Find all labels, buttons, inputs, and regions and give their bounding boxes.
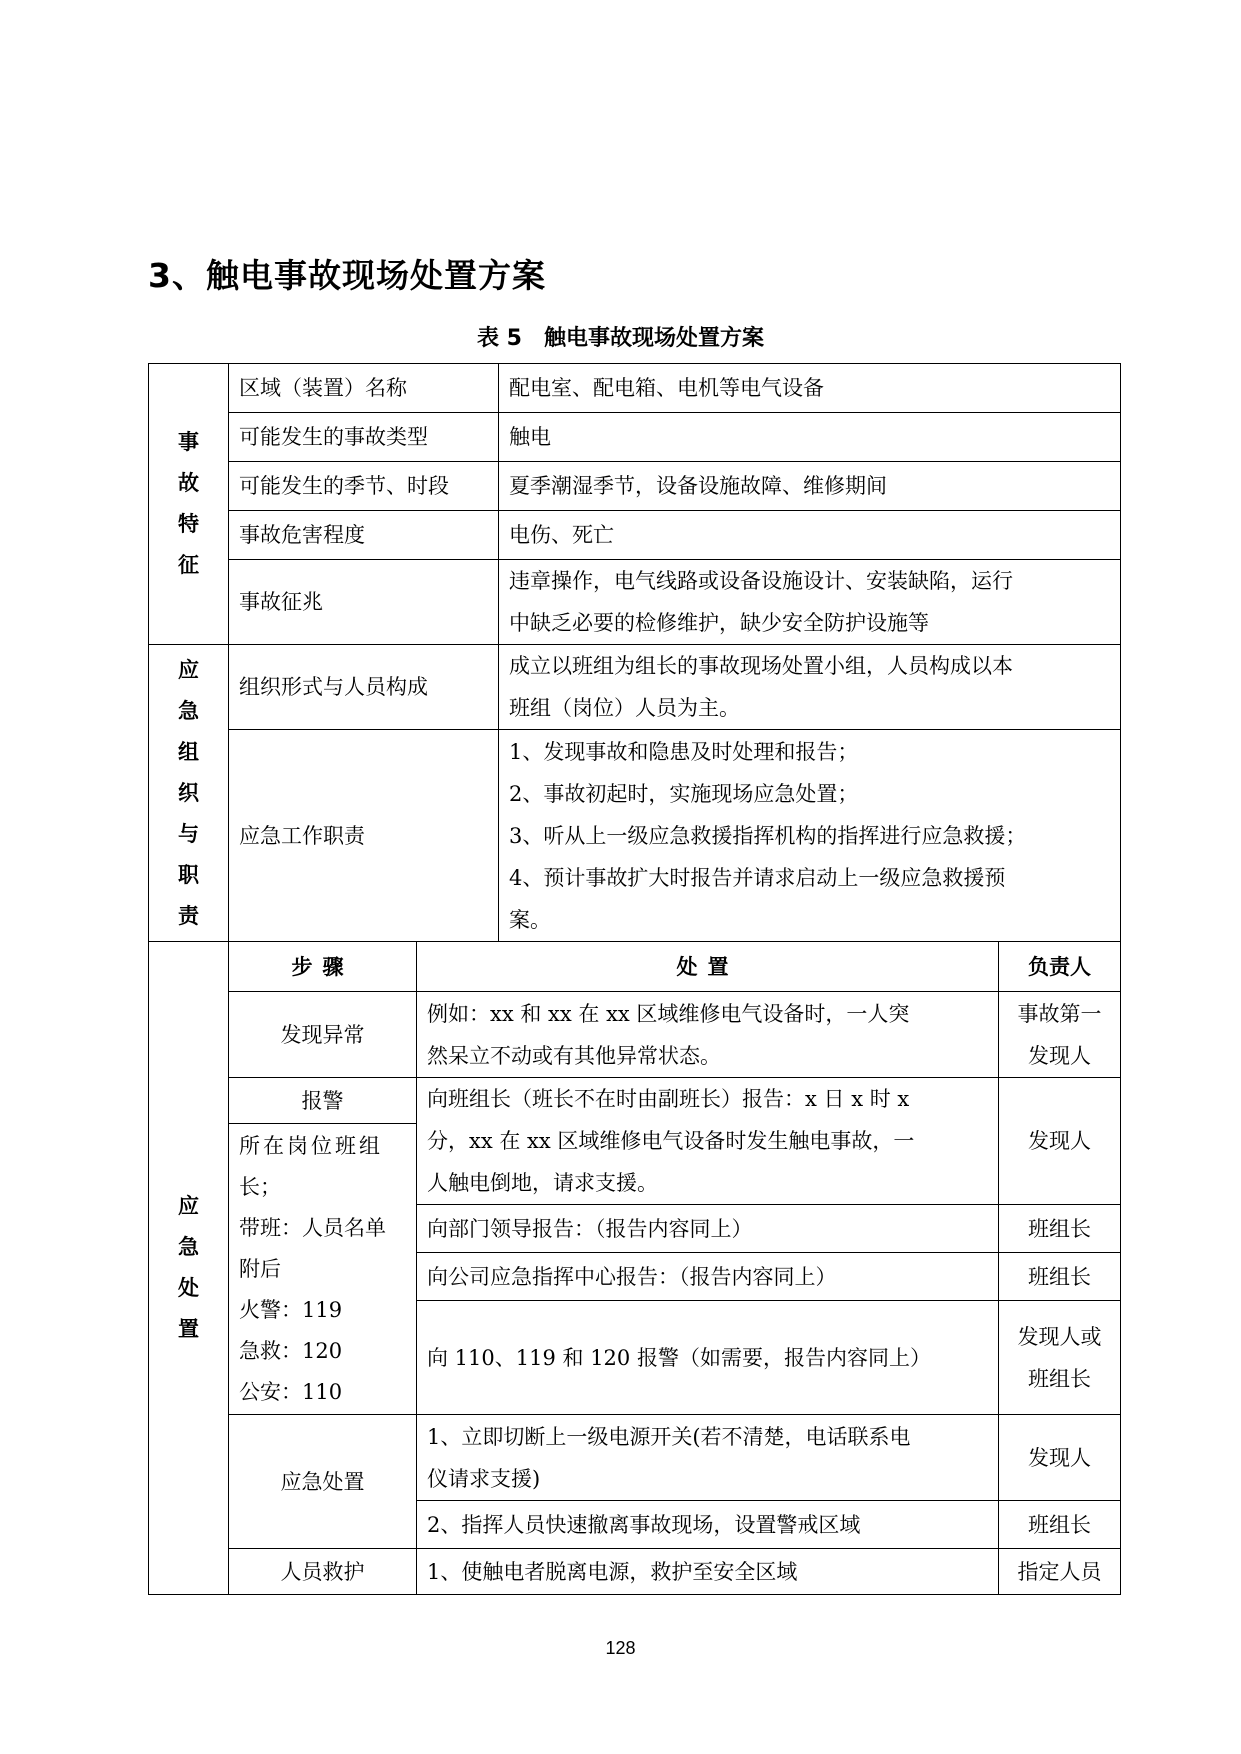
table-row [149, 1415, 1121, 1501]
table-row [149, 1078, 1121, 1124]
category-disposal: 应 急 处 置 [149, 942, 229, 1595]
row-label: 事故危害程度 [229, 511, 499, 560]
owner-cell: 班组长 [999, 1501, 1121, 1549]
row-label: 可能发生的事故类型 [229, 413, 499, 462]
header-owner: 负责人 [999, 942, 1121, 992]
table-row [149, 364, 1121, 413]
table-row [149, 992, 1121, 1078]
step-cell: 报警 [229, 1078, 417, 1124]
row-value: 电伤、死亡 [499, 511, 1121, 560]
table-row [149, 560, 1121, 645]
owner-cell: 发现人 [999, 1415, 1121, 1501]
section-heading: 3、触电事故现场处置方案 [148, 256, 546, 295]
owner-cell: 发现人 [999, 1078, 1121, 1205]
row-label: 事故征兆 [229, 560, 499, 645]
owner-cell: 发现人或 班组长 [999, 1301, 1121, 1415]
action-cell: 例如：xx 和 xx 在 xx 区域维修电气设备时，一人突 然呆立不动或有其他异常状态。 [417, 992, 999, 1078]
action-cell: 向 110、119 和 120 报警（如需要，报告内容同上） [417, 1301, 999, 1415]
header-step: 步骤 [229, 942, 417, 992]
table-caption: 表 5 触电事故现场处置方案 [477, 326, 764, 351]
table-row [149, 645, 1121, 730]
owner-cell: 班组长 [999, 1253, 1121, 1301]
table-row [149, 413, 1121, 462]
disposal-plan-table [148, 363, 1121, 1595]
row-label: 区域（装置）名称 [229, 364, 499, 413]
table-row [149, 730, 1121, 942]
action-cell: 向班组长（班长不在时由副班长）报告：x 日 x 时 x 分，xx 在 xx 区域维修电气设备时发生触电事故，一 人触电倒地，请求支援。 [417, 1078, 999, 1205]
row-value: 配电室、配电箱、电机等电气设备 [499, 364, 1121, 413]
action-cell: 向部门领导报告：（报告内容同上） [417, 1205, 999, 1253]
row-value: 违章操作，电气线路或设备设施设计、安装缺陷，运行 中缺乏必要的检修维护，缺少安全防护设施等 [499, 560, 1121, 645]
row-value: 成立以班组为组长的事故现场处置小组，人员构成以本 班组（岗位）人员为主。 [499, 645, 1121, 730]
action-cell: 2、指挥人员快速撤离事故现场，设置警戒区域 [417, 1501, 999, 1549]
row-label: 组织形式与人员构成 [229, 645, 499, 730]
alarm-contacts: 所在岗位班组 长； 带班：人员名单 附后 火警：119 急救：120 公安：110 [229, 1124, 417, 1415]
row-value: 1、发现事故和隐患及时处理和报告； 2、事故初起时，实施现场应急处置； 3、听从上一级应急救援指挥机构的指挥进行应急救援； 4、预计事故扩大时报告并请求启动上一级应急救援预 案。 [499, 730, 1121, 942]
step-cell: 发现异常 [229, 992, 417, 1078]
row-label: 应急工作职责 [229, 730, 499, 942]
category-organization: 应 急 组 织 与 职 责 [149, 645, 229, 942]
owner-cell: 班组长 [999, 1205, 1121, 1253]
action-cell: 向公司应急指挥中心报告：（报告内容同上） [417, 1253, 999, 1301]
row-label: 可能发生的季节、时段 [229, 462, 499, 511]
action-cell: 1、使触电者脱离电源，救护至安全区域 [417, 1549, 999, 1595]
owner-cell: 指定人员 [999, 1549, 1121, 1595]
row-value: 夏季潮湿季节，设备设施故障、维修期间 [499, 462, 1121, 511]
header-action: 处置 [417, 942, 999, 992]
table-row [149, 511, 1121, 560]
page-number: 128 [605, 1638, 636, 1658]
table-row [149, 462, 1121, 511]
table-row [149, 1549, 1121, 1595]
row-value: 触电 [499, 413, 1121, 462]
step-cell: 应急处置 [229, 1415, 417, 1549]
owner-cell: 事故第一 发现人 [999, 992, 1121, 1078]
step-cell: 人员救护 [229, 1549, 417, 1595]
table-row [149, 942, 1121, 992]
category-feature: 事 故 特 征 [149, 364, 229, 645]
action-cell: 1、立即切断上一级电源开关(若不清楚，电话联系电 仪请求支援) [417, 1415, 999, 1501]
